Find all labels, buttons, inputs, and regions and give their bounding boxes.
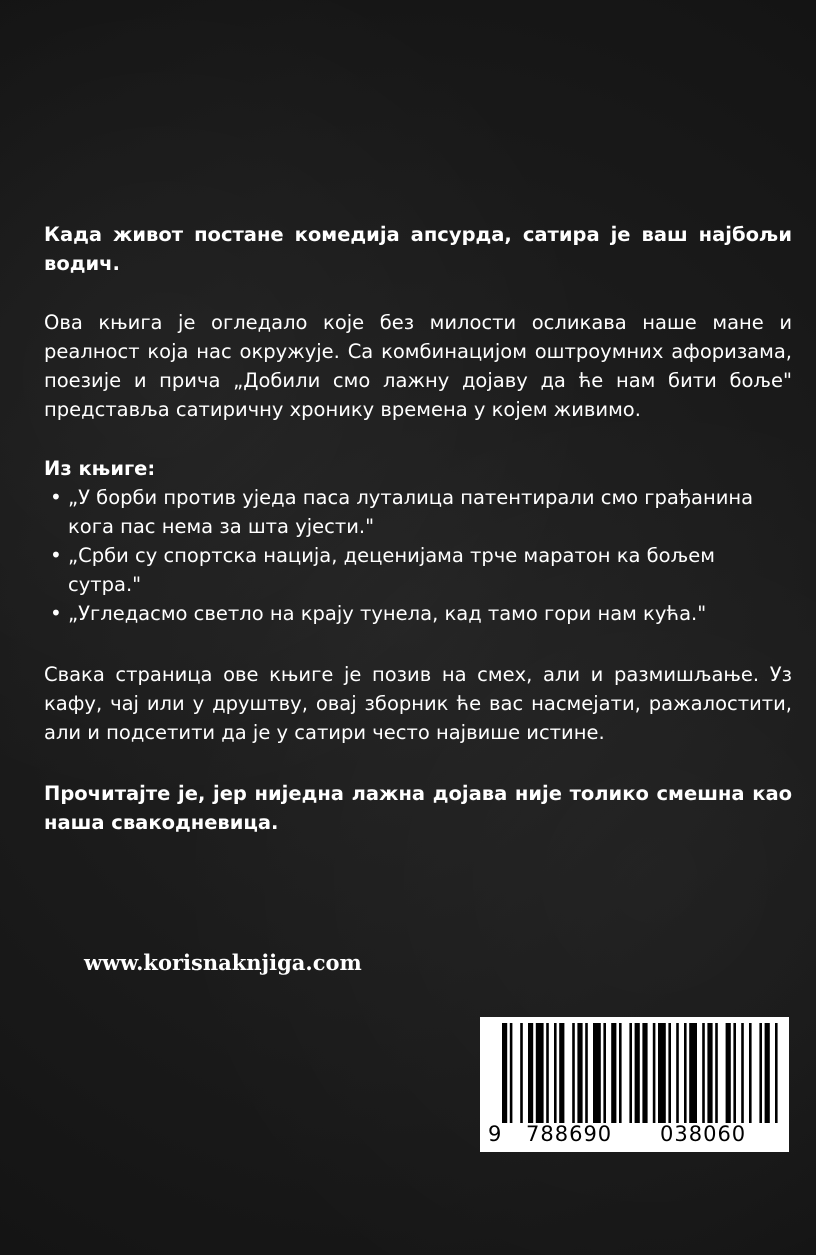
closing-statement: Прочитајте је, јер ниједна лажна дојава није толико смешна као наша свакодневица. (44, 782, 792, 834)
barcode-bar (528, 1023, 533, 1123)
barcode-bar (593, 1023, 601, 1123)
barcode-bar (572, 1023, 575, 1123)
barcode-bar (726, 1023, 731, 1123)
barcode-bar (642, 1023, 647, 1123)
barcode-bar (765, 1023, 770, 1123)
barcode-digit-first: 9 (488, 1122, 502, 1146)
barcode-bar (619, 1023, 622, 1123)
back-cover-text (44, 220, 792, 837)
barcode-bar (559, 1023, 564, 1123)
barcode-bar (775, 1023, 778, 1123)
barcode-bar (510, 1023, 513, 1123)
publisher-website: www.korisnaknjiga.com (84, 950, 362, 975)
barcode-bar (502, 1023, 507, 1123)
barcode-bar (520, 1023, 523, 1123)
bullet-icon: • (50, 543, 62, 567)
intro-paragraph: Ова књига је огледало које без милости осликава наше мане и реалност која нас окружује. Са комбинацијом оштроумних афоризама, поезије и прича „Добили смо лажну дојаву да ће нам бити боље" представља сатиричну хронику времена у којем живимо. (44, 311, 792, 421)
barcode-bar (759, 1023, 762, 1123)
barcode-bar (611, 1023, 616, 1123)
barcode-bar (653, 1023, 656, 1123)
quotes-title: Из књиге: (44, 457, 156, 480)
quotes-list (44, 483, 792, 628)
barcode-bar (536, 1023, 544, 1123)
barcode-bar (715, 1023, 718, 1123)
barcode-bar (702, 1023, 705, 1123)
barcode-digits-left: 788690 (526, 1122, 613, 1146)
barcode-bar (668, 1023, 671, 1123)
barcode-bar (684, 1023, 687, 1123)
barcode-bar (603, 1023, 606, 1123)
list-item (44, 541, 792, 599)
barcode-bar (658, 1023, 666, 1123)
barcode-bar (585, 1023, 588, 1123)
barcode-bar (749, 1023, 752, 1123)
barcode-bar (635, 1023, 640, 1123)
barcode-bar (577, 1023, 582, 1123)
barcode-bar (676, 1023, 679, 1123)
barcode-bar (741, 1023, 744, 1123)
reflection-paragraph: Свака страница ове књиге је позив на смех, али и размишљање. Уз кафу, чај или у друштву, овај зборник ће вас насмејати, ражалостити, али и подсетити да је у сатири често највише истине. (44, 663, 792, 744)
barcode-bar (546, 1023, 549, 1123)
barcode-bar (707, 1023, 712, 1123)
headline: Када живот постане комедија апсурда, сатира је ваш најбољи водич. (44, 223, 792, 275)
barcode-digits-right: 038060 (660, 1122, 747, 1146)
list-item (44, 599, 792, 628)
quote-text: „Срби су спортска нација, деценијама трче маратон ка бољем сутра." (68, 544, 715, 596)
barcode-bar (554, 1023, 557, 1123)
list-item (44, 483, 792, 541)
quote-text: „Угледасмо светло на крају тунела, кад тамо гори нам кућа." (68, 602, 707, 625)
barcode-bar (733, 1023, 736, 1123)
quote-text: „У борби против уједа паса луталица патентирали смо грађанина кога пас нема за шта ујести." (68, 486, 754, 538)
bullet-icon: • (50, 601, 62, 625)
barcode-bar (689, 1023, 697, 1123)
bullet-icon: • (50, 485, 62, 509)
barcode-bar (629, 1023, 632, 1123)
isbn-barcode (480, 1017, 789, 1152)
